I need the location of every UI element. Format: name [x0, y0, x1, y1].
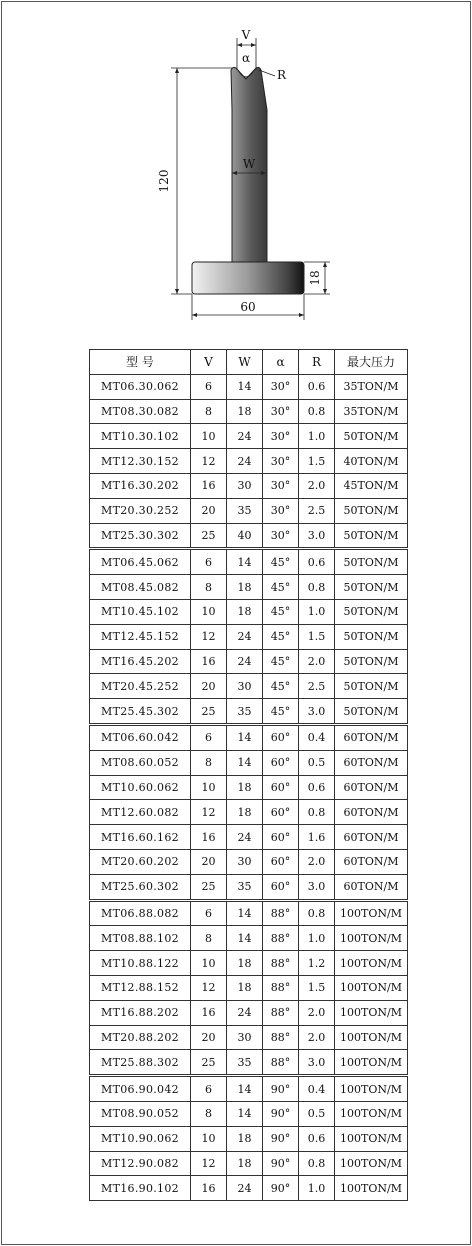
cell-max-pressure: 60TON/M — [335, 750, 408, 775]
cell-alpha: 88° — [263, 975, 299, 1000]
cell-alpha: 60° — [263, 874, 299, 900]
cell-alpha: 88° — [263, 926, 299, 951]
table-row — [90, 624, 408, 649]
cell-w: 18 — [227, 775, 263, 800]
table-row — [90, 649, 408, 674]
dim-w-label: W — [242, 157, 256, 171]
cell-v: 20 — [191, 674, 227, 699]
cell-v: 8 — [191, 399, 227, 424]
table-row — [90, 523, 408, 549]
header-alpha: α — [263, 350, 299, 375]
cell-w: 18 — [227, 575, 263, 600]
cell-v: 12 — [191, 449, 227, 474]
cell-max-pressure: 50TON/M — [335, 424, 408, 449]
table-row — [90, 674, 408, 699]
cell-model: MT10.90.062 — [90, 1126, 191, 1151]
dim-r-label: R — [277, 68, 287, 82]
cell-alpha: 45° — [263, 674, 299, 699]
cell-alpha: 88° — [263, 951, 299, 976]
cell-model: MT06.30.062 — [90, 374, 191, 399]
table-row — [90, 975, 408, 1000]
cell-max-pressure: 100TON/M — [335, 1176, 408, 1201]
cell-w: 14 — [227, 1076, 263, 1102]
cell-w: 35 — [227, 498, 263, 523]
cell-r: 0.8 — [299, 575, 335, 600]
cell-v: 12 — [191, 800, 227, 825]
cell-model: MT06.60.042 — [90, 724, 191, 750]
cell-w: 18 — [227, 951, 263, 976]
table-row — [90, 926, 408, 951]
table-row — [90, 1176, 408, 1201]
cell-w: 30 — [227, 1025, 263, 1050]
cell-r: 2.5 — [299, 498, 335, 523]
cell-v: 8 — [191, 750, 227, 775]
cell-r: 3.0 — [299, 699, 335, 725]
cell-w: 24 — [227, 649, 263, 674]
cell-alpha: 60° — [263, 724, 299, 750]
dim-base-height-label: 18 — [308, 270, 322, 286]
cell-model: MT12.88.152 — [90, 975, 191, 1000]
cell-alpha: 30° — [263, 424, 299, 449]
cell-r: 1.5 — [299, 449, 335, 474]
cell-alpha: 90° — [263, 1101, 299, 1126]
cell-alpha: 45° — [263, 599, 299, 624]
cell-r: 0.8 — [299, 1151, 335, 1176]
cell-max-pressure: 45TON/M — [335, 473, 408, 498]
cell-w: 40 — [227, 523, 263, 549]
cell-r: 1.0 — [299, 926, 335, 951]
cell-v: 10 — [191, 1126, 227, 1151]
cell-alpha: 90° — [263, 1076, 299, 1102]
cell-model: MT08.45.082 — [90, 575, 191, 600]
cell-r: 2.0 — [299, 1025, 335, 1050]
cell-max-pressure: 100TON/M — [335, 926, 408, 951]
cell-max-pressure: 35TON/M — [335, 374, 408, 399]
cell-max-pressure: 50TON/M — [335, 674, 408, 699]
cell-max-pressure: 100TON/M — [335, 975, 408, 1000]
cell-v: 12 — [191, 1151, 227, 1176]
cell-model: MT08.30.082 — [90, 399, 191, 424]
cell-alpha: 30° — [263, 473, 299, 498]
table-row — [90, 1126, 408, 1151]
cell-model: MT08.60.052 — [90, 750, 191, 775]
cell-max-pressure: 100TON/M — [335, 1050, 408, 1076]
table-row — [90, 473, 408, 498]
cell-model: MT16.30.202 — [90, 473, 191, 498]
cell-w: 14 — [227, 374, 263, 399]
cell-v: 16 — [191, 649, 227, 674]
cell-w: 18 — [227, 399, 263, 424]
cell-alpha: 60° — [263, 800, 299, 825]
cell-alpha: 60° — [263, 775, 299, 800]
cell-max-pressure: 100TON/M — [335, 1076, 408, 1102]
table-row — [90, 874, 408, 900]
cell-w: 24 — [227, 424, 263, 449]
cell-v: 25 — [191, 874, 227, 900]
cell-r: 1.5 — [299, 624, 335, 649]
cell-alpha: 45° — [263, 549, 299, 575]
cell-r: 3.0 — [299, 1050, 335, 1076]
table-row — [90, 575, 408, 600]
cell-v: 6 — [191, 549, 227, 575]
cell-r: 2.0 — [299, 649, 335, 674]
cell-model: MT12.30.152 — [90, 449, 191, 474]
header-model: 型 号 — [90, 350, 191, 375]
cell-r: 1.0 — [299, 1176, 335, 1201]
cell-w: 30 — [227, 473, 263, 498]
cell-alpha: 60° — [263, 750, 299, 775]
cell-v: 10 — [191, 424, 227, 449]
cell-model: MT10.45.102 — [90, 599, 191, 624]
table-header-row — [90, 350, 408, 375]
cell-w: 18 — [227, 975, 263, 1000]
cell-v: 25 — [191, 1050, 227, 1076]
cell-model: MT25.60.302 — [90, 874, 191, 900]
cell-r: 0.8 — [299, 900, 335, 926]
cell-v: 25 — [191, 523, 227, 549]
cell-w: 18 — [227, 800, 263, 825]
cell-alpha: 88° — [263, 900, 299, 926]
cell-r: 2.0 — [299, 1000, 335, 1025]
table-row — [90, 900, 408, 926]
cell-max-pressure: 50TON/M — [335, 624, 408, 649]
table-row — [90, 1076, 408, 1102]
cell-w: 14 — [227, 900, 263, 926]
cell-w: 30 — [227, 849, 263, 874]
cell-alpha: 90° — [263, 1126, 299, 1151]
cell-model: MT25.88.302 — [90, 1050, 191, 1076]
cell-model: MT20.88.202 — [90, 1025, 191, 1050]
cell-model: MT20.45.252 — [90, 674, 191, 699]
cell-model: MT06.45.062 — [90, 549, 191, 575]
cell-alpha: 45° — [263, 624, 299, 649]
table-row — [90, 599, 408, 624]
cell-max-pressure: 100TON/M — [335, 900, 408, 926]
cell-w: 30 — [227, 674, 263, 699]
table-row — [90, 399, 408, 424]
cell-max-pressure: 100TON/M — [335, 1151, 408, 1176]
cell-model: MT06.90.042 — [90, 1076, 191, 1102]
cell-v: 16 — [191, 473, 227, 498]
cell-max-pressure: 50TON/M — [335, 599, 408, 624]
table-row — [90, 699, 408, 725]
table-row — [90, 825, 408, 850]
cell-max-pressure: 100TON/M — [335, 1025, 408, 1050]
table-row — [90, 549, 408, 575]
cell-max-pressure: 60TON/M — [335, 724, 408, 750]
cell-model: MT10.60.062 — [90, 775, 191, 800]
cell-w: 18 — [227, 1151, 263, 1176]
table-row — [90, 775, 408, 800]
table-row — [90, 800, 408, 825]
cell-v: 12 — [191, 975, 227, 1000]
cell-w: 14 — [227, 926, 263, 951]
cell-model: MT16.45.202 — [90, 649, 191, 674]
cell-r: 0.6 — [299, 1126, 335, 1151]
header-r: R — [299, 350, 335, 375]
header-v: V — [191, 350, 227, 375]
cell-w: 24 — [227, 1000, 263, 1025]
cell-alpha: 90° — [263, 1151, 299, 1176]
cell-w: 24 — [227, 825, 263, 850]
cell-v: 20 — [191, 1025, 227, 1050]
cell-model: MT25.30.302 — [90, 523, 191, 549]
cell-v: 16 — [191, 1176, 227, 1201]
cell-alpha: 88° — [263, 1000, 299, 1025]
cell-max-pressure: 50TON/M — [335, 549, 408, 575]
cell-w: 18 — [227, 1126, 263, 1151]
cell-v: 25 — [191, 699, 227, 725]
cell-r: 2.5 — [299, 674, 335, 699]
cell-r: 0.4 — [299, 724, 335, 750]
cell-model: MT10.30.102 — [90, 424, 191, 449]
cell-model: MT12.60.082 — [90, 800, 191, 825]
cell-w: 35 — [227, 699, 263, 725]
cell-max-pressure: 100TON/M — [335, 951, 408, 976]
cell-alpha: 30° — [263, 374, 299, 399]
cell-r: 2.0 — [299, 473, 335, 498]
cell-max-pressure: 100TON/M — [335, 1126, 408, 1151]
cell-alpha: 30° — [263, 498, 299, 523]
dim-v-label: V — [241, 28, 251, 42]
cell-max-pressure: 60TON/M — [335, 775, 408, 800]
cell-w: 24 — [227, 624, 263, 649]
cell-w: 24 — [227, 1176, 263, 1201]
cell-w: 14 — [227, 750, 263, 775]
cell-model: MT16.90.102 — [90, 1176, 191, 1201]
cell-v: 10 — [191, 951, 227, 976]
cell-w: 35 — [227, 874, 263, 900]
cell-r: 3.0 — [299, 523, 335, 549]
spec-table — [89, 349, 408, 1201]
cell-w: 35 — [227, 1050, 263, 1076]
table-row — [90, 849, 408, 874]
table-row — [90, 951, 408, 976]
cell-model: MT12.90.082 — [90, 1151, 191, 1176]
cell-model: MT08.90.052 — [90, 1101, 191, 1126]
cell-r: 0.6 — [299, 549, 335, 575]
cell-max-pressure: 60TON/M — [335, 874, 408, 900]
cell-r: 1.2 — [299, 951, 335, 976]
cell-w: 14 — [227, 549, 263, 575]
table-row — [90, 1101, 408, 1126]
cell-v: 16 — [191, 1000, 227, 1025]
cell-w: 14 — [227, 724, 263, 750]
cell-model: MT25.45.302 — [90, 699, 191, 725]
cell-max-pressure: 60TON/M — [335, 849, 408, 874]
cell-v: 20 — [191, 849, 227, 874]
cell-r: 1.0 — [299, 424, 335, 449]
table-row — [90, 1151, 408, 1176]
cell-max-pressure: 40TON/M — [335, 449, 408, 474]
dim-height-label: 120 — [157, 169, 171, 193]
cell-alpha: 45° — [263, 575, 299, 600]
cell-max-pressure: 50TON/M — [335, 699, 408, 725]
cell-v: 6 — [191, 900, 227, 926]
cell-r: 1.6 — [299, 825, 335, 850]
cell-w: 14 — [227, 1101, 263, 1126]
cell-alpha: 45° — [263, 699, 299, 725]
cell-alpha: 88° — [263, 1025, 299, 1050]
cell-r: 1.0 — [299, 599, 335, 624]
cell-alpha: 60° — [263, 849, 299, 874]
cell-v: 8 — [191, 926, 227, 951]
cell-r: 0.8 — [299, 399, 335, 424]
cell-model: MT08.88.102 — [90, 926, 191, 951]
cell-v: 20 — [191, 498, 227, 523]
cell-max-pressure: 50TON/M — [335, 523, 408, 549]
cell-max-pressure: 100TON/M — [335, 1101, 408, 1126]
cell-v: 16 — [191, 825, 227, 850]
cell-v: 10 — [191, 775, 227, 800]
cell-r: 2.0 — [299, 849, 335, 874]
cell-v: 6 — [191, 724, 227, 750]
cell-r: 0.5 — [299, 1101, 335, 1126]
cell-v: 6 — [191, 374, 227, 399]
cell-w: 24 — [227, 449, 263, 474]
cell-v: 6 — [191, 1076, 227, 1102]
cell-model: MT20.30.252 — [90, 498, 191, 523]
cell-model: MT12.45.152 — [90, 624, 191, 649]
cell-model: MT06.88.082 — [90, 900, 191, 926]
dim-alpha-label: α — [241, 51, 251, 65]
punch-base — [192, 262, 304, 294]
cell-max-pressure: 50TON/M — [335, 498, 408, 523]
cell-max-pressure: 60TON/M — [335, 800, 408, 825]
table-row — [90, 449, 408, 474]
cell-model: MT20.60.202 — [90, 849, 191, 874]
cell-v: 12 — [191, 624, 227, 649]
table-row — [90, 1025, 408, 1050]
cell-alpha: 30° — [263, 449, 299, 474]
cell-r: 0.5 — [299, 750, 335, 775]
cell-max-pressure: 50TON/M — [335, 575, 408, 600]
cell-alpha: 88° — [263, 1050, 299, 1076]
punch-profile-drawing — [0, 0, 472, 340]
cell-r: 3.0 — [299, 874, 335, 900]
header-w: W — [227, 350, 263, 375]
cell-r: 0.6 — [299, 374, 335, 399]
cell-model: MT16.60.162 — [90, 825, 191, 850]
cell-v: 10 — [191, 599, 227, 624]
cell-r: 0.6 — [299, 775, 335, 800]
table-row — [90, 1050, 408, 1076]
cell-max-pressure: 100TON/M — [335, 1000, 408, 1025]
cell-r: 1.5 — [299, 975, 335, 1000]
table-row — [90, 724, 408, 750]
cell-alpha: 30° — [263, 523, 299, 549]
cell-model: MT16.88.202 — [90, 1000, 191, 1025]
cell-r: 0.4 — [299, 1076, 335, 1102]
dim-width-label: 60 — [240, 300, 256, 314]
cell-max-pressure: 50TON/M — [335, 649, 408, 674]
table-row — [90, 374, 408, 399]
cell-alpha: 90° — [263, 1176, 299, 1201]
table-row — [90, 498, 408, 523]
header-max-pressure: 最大压力 — [335, 350, 408, 375]
cell-r: 0.8 — [299, 800, 335, 825]
table-row — [90, 750, 408, 775]
cell-alpha: 30° — [263, 399, 299, 424]
table-row — [90, 1000, 408, 1025]
table-row — [90, 424, 408, 449]
cell-model: MT10.88.122 — [90, 951, 191, 976]
cell-v: 8 — [191, 575, 227, 600]
cell-w: 18 — [227, 599, 263, 624]
cell-max-pressure: 60TON/M — [335, 825, 408, 850]
cell-alpha: 60° — [263, 825, 299, 850]
cell-v: 8 — [191, 1101, 227, 1126]
cell-alpha: 45° — [263, 649, 299, 674]
cell-max-pressure: 35TON/M — [335, 399, 408, 424]
